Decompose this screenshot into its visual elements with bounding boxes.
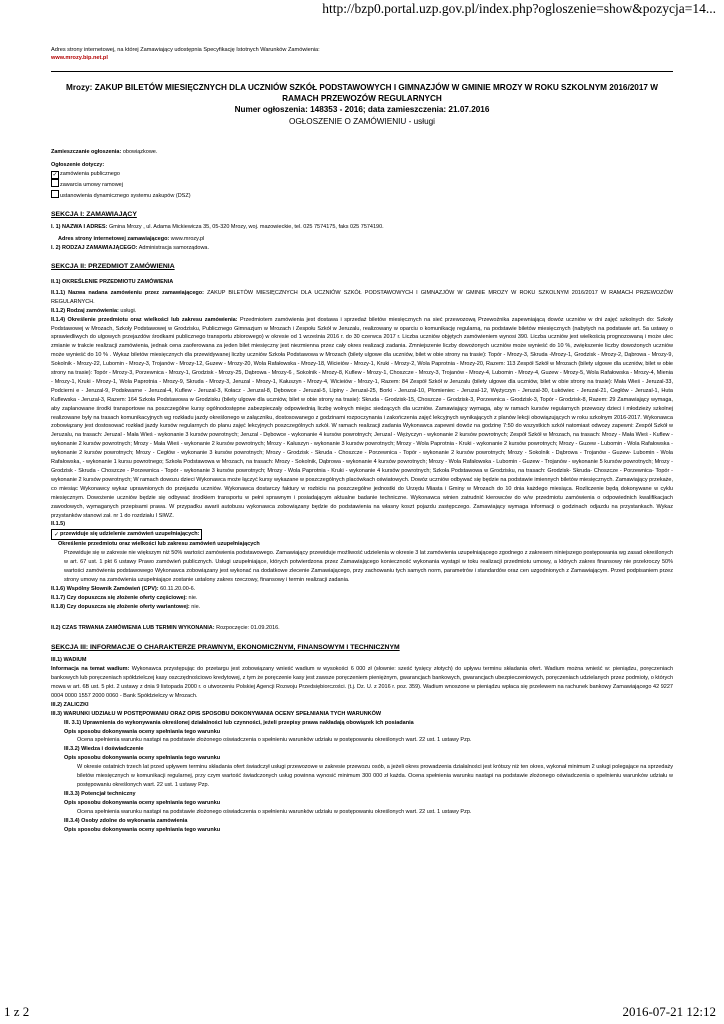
placement-value: obowiązkowe.: [122, 148, 158, 155]
iii32-text: W okresie ostatnich trzech lat przed upływem terminu składania ofert świadczył usługi przewozowe w zakresie przewozu osób, a jeżeli okres prowadzenia działalności jest krótszy niż ten okres, wykonał minimum 2 usługi polegające na sprzedaży biletów miesięcznych w komunikacji regularnej, przy czym wartość świadczonych usług powinna wynosić minimum 300 000 zł każda. Ocena spełnienia warunku nastąpi na podstawie złożonego oświadczenia o spełnieniu warunków udziału w postępowaniu określonych wart. 22 ust. 1 ustawy Pzp.: [77, 764, 673, 788]
iii1-label: III.1) WADIUM: [51, 657, 87, 664]
ii15-option: [51, 529, 673, 540]
ii17-row: [51, 594, 673, 603]
section-3-heading: SEKCJA III: INFORMACJE O CHARAKTERZE PRAWNYM, EKONOMICZNYM, FINANSOWYM I TECHNICZNYM: [51, 644, 400, 652]
ii18-label: II.1.8) Czy dopuszcza się złożenie oferty wariantowej:: [51, 603, 190, 610]
concerns-label: Ogłoszenie dotyczy:: [51, 161, 105, 168]
siwz-link[interactable]: www.mrozy.bip.net.pl: [51, 55, 108, 61]
option-label: zamówienia publicznego: [60, 170, 120, 177]
option-row: [51, 179, 673, 190]
header-divider: [51, 71, 673, 72]
opis-label: Opis sposobu dokonywania oceny spełniania tego warunku: [64, 728, 221, 735]
opis-label: Opis sposobu dokonywania oceny spełniania tego warunku: [64, 799, 221, 806]
checkbox-checked[interactable]: ✓: [54, 532, 60, 539]
ii18-value: nie.: [191, 603, 201, 610]
ii12-label: II.1.2) Rodzaj zamówienia:: [51, 307, 119, 314]
iii33-label: III.3.3) Potencjał techniczny: [64, 790, 136, 797]
checkbox-checked[interactable]: ✓: [52, 171, 58, 178]
option-label: ustanowienia dynamicznego systemu zakupów (DSZ): [60, 192, 191, 199]
iii3-label: III.3) WARUNKI UDZIAŁU W POSTĘPOWANIU ORAZ OPIS SPOSOBU DOKONYWANIA OCENY SPEŁNIANIA TYCH WARUNKÓW: [51, 710, 382, 717]
i2-row: [51, 244, 673, 253]
i1-row: [51, 223, 673, 232]
iii32-label: III.3.2) Wiedza i doświadczenie: [64, 746, 144, 753]
option-label: zawarcia umowy ramowej: [60, 181, 123, 188]
notice-number: Numer ogłoszenia: 148353 - 2016; data zamieszczenia: 21.07.2016: [234, 105, 490, 115]
ii1-heading: II.1) OKREŚLENIE PRZEDMIOTU ZAMÓWIENIA: [51, 278, 174, 285]
opis-label: Opis sposobu dokonywania oceny spełniania tego warunku: [64, 826, 221, 833]
ii15-option-label: przewiduje się udzielenie zamówień uzupełniających:: [60, 531, 200, 538]
ii15-option-box: [51, 529, 202, 540]
ii17-value: nie.: [188, 594, 198, 601]
notice-title: Mrozy: ZAKUP BILETÓW MIESIĘCZNYCH DLA UCZNIÓW SZKÓŁ PODSTAWOWYCH I GIMNAZJÓW W GMINIE MROZY W ROKU SZKOLNYM 2016/2017 W RAMACH PRZEWOZÓW REGULARNYCH: [66, 83, 658, 104]
checkbox-unchecked[interactable]: [51, 179, 59, 187]
web-label: Adres strony internetowej zamawiającego:: [58, 236, 170, 243]
web-value[interactable]: www.mrozy.pl: [170, 236, 205, 243]
ii12-row: [51, 307, 673, 316]
option-row: [51, 170, 673, 179]
placement-row: [51, 148, 673, 157]
ii2-value: Rozpoczęcie: 01.09.2016.: [216, 624, 280, 631]
ii15-sub-label: Określenie przedmiotu oraz wielkości lub zakresu zamówień uzupełniających: [58, 541, 260, 548]
iii1-info-label: Informacja na temat wadium:: [51, 666, 130, 673]
ii12-value: usługi.: [120, 307, 137, 314]
browser-url: http://bzp0.portal.uzp.gov.pl/index.php?ogloszenie=show&pozycja=14...: [322, 1, 716, 16]
ii14-value: Przedmiotem zamówienia jest dostawa i sprzedaż biletów miesięcznych na sieć przewozową Przewoźnika zapewniającą dowóz uczniów w dni zajęć szkolnych do: Szkoły Podstawowej w Mrozach, Szkoły Podstawowej w Grodzisku, Publicznego Gimnazjum w Mrozach i Zespołu Szkół w Jeruzalu, realizowany w oparciu o komunikację regularną, na podstawie biletów miesięcznych (nabytych na podstawie art. 5a ustawy o sprawiedliwych do ulgowych przejazdów środkami publicznego transportu zbiorowego) w okresie od 1 września 2016 r. do 30 czerwca 2017 r. Liczba uczniów objętych zamówieniem wynosi 390. Liczba uczniów jest wielkością prognozowaną i może ulec zmianie w trakcie realizacji zamówienia, jednak cena zaoferowana za jeden bilet miesięczny jest niezmienna przez cały okres realizacji zadania. Zmniejszenie liczby dowożonych uczniów może wynieść do 10 %, zwiększenie liczby dowożonych uczniów może wynieść do 10 % . Wykaz biletów miesięcznych dla przewidywanej liczby uczniów Szkoła Podstawowa w Mrozach (bilety ulgowe dla uczniów, bilet w obie strony na trasie): Topór - Mrozy-3, Skruda -Mrozy-1, Grodzisk - Mrozy-2, Dąbrowa - Mrozy-9, Sokolnik - Mrozy-22, Lubomin - Mrozy-3, Trojanów - Mrozy-12, Guzew - Mrozy-20, Wola Rafałowska - Mrozy-18, Wicieiów - Mrozy-1, Kruki - Mrozy-2, Wola Paprotnia - Mrozy-20, Razem: 113 Zespół Szkół w Mrozach (bilety ulgowe dla uczniów, bilet w obie strony na trasie): Topór - Mrozy-3, Porzewnica - Mrozy-1, Grodzisk - Mrozy-25, Dąbrowa - Mrozy-6 , Sokolnik - Mrozy-8, Kuflew - Mrozy-1, Choszcze - Mrozy-3, Trojanów - Mrozy-4, Lubomin - Mrozy-4, Guzew - Mrozy-5, Wola Rafałowska - Mrozy-4, Mienia - Mrozy-1, Kruki - Mrozy-1, Wola Paprotnia - Mrozy-9, Skruda - Mrozy-3, Jeruzal - Mrozy-1, Kałuszyn - Mrozy-4, Wicieiów - Mrozy-1, Razem: 84 Zespół Szkół w Jeruzalu (bilety ulgowe dla uczniów, bilet w obie strony na trasie): Mała Wieś - Jeruzal-33, Podcierni e - Jeruzal-9, Podskwarne - Jeruzal-4, Kuflew - Jeruzal-3, Kołacz - Jeruzal-8, Dębowce - Jeruzal-5, Lipiny - Jeruzal-25, Borki - Jeruzal-10, Płomieniec - Jeruzal-12, Wężyczyn - Jeruzal-30, Łukówiec - Jeruzal-21, Cegłów - Jeruzal-1, Huta Kuflewska - Jeruzal-3, Razem: 164 Szkoła Podstawowa w Grodzisku (bilety ulgowe dla uczniów, bilet w obie strony na trasie): Skruda - Grodzisk-15, Choszcze - Grodzisk-3, Porzewnica - Grodzisk-3, Topór - Grodzisk-8, Razem: 29 Zamawiający wymaga, aby zaplanowane środki transportowe na poszczególne kursy ogólnodostępne zabezpieczały odpowiednią liczbę wolnych miejsc siedzących dla uczniów. Zamawiający wymaga, aby w ramach kursów regularnych przewozy dzieci i młodzieży szkolnej realizowane były na trasach komunikacyjnych wg rozkładu jazdy określonego w załączniku, dostosowanego z godzinami rozpoczynania i zakończenia zajęć lekcyjnych wynikających z planów lekcji obowiązujących w roku szkolnym 2016-2017. Wykonawca zobowiązany jest dostosować rozkład jazdy kursów regularnych do planu zajęć lekcyjnych poszczególnych szkół. W ramach realizacji zadania Wykonawca zapewni dowóz na godzinę 7:50 do wszystkich szkół natomiast odwozy zapewni: Zespół Szkół w Jeruzalu, na trasach: Jeruzal - Mała Wieś - wykonanie 3 kursów powrotnych; Jeruzal - Dębowce - wykonanie 4 kursów powrotnych; Jeruzal - Wężyczyn - wykonanie 2 kursów powrotnych; Zespół Szkół w Mrozach, na trasach: Mrozy - Mała Wieś - Kuflew - wykonanie 2 kursów powrotnych; Mrozy - Mała Wieś - wykonanie 2 kursów powrotnych; Mrozy - Kałuszyn - wykonanie 3 kursów powrotnych; Mrozy - Wola Paprotnia - Kruki - wykonanie 2 kursów powrotnych; Mrozy - Guzew - Lubomin - Wola Rafałowska - wykonanie 2 kursów powrotnych; Mrozy - Cegłów - wykonanie 3 kursów powrotnych; Mrozy - Grodzisk - Skruda - Choszcze - Porzewnica - Topór - wykonanie 2 kursów powrotnych; Mrozy - Sokolnik - Dąbrowa - Trojanów - Guzew- Lubomin - Wola Rafałowska, - wykonanie 1 kursu powrotnego; Szkoła Podstawowa w Mrozach, na trasach: Mrozy - Sokolnik, Dąbrowa - wykonanie 4 kursów powrotnych; Mrozy - Wola Rafałowska - Lubomin - Guzew - Trojanów - wykonanie 5 kursów powrotnych; Mrozy - Grodzisk - Skruda - Choszcze - Porzewnica - Topór - wykonanie 3 kursów powrotnych; Mrozy - Wola Paprotnia - Kruki - wykonanie 4 kursów powrotnych; Szkoła Podstawowa w Grodzisku, na trasach: Grodzisk- Skruda- Choszcze - Porzewnica- Topór - wykonanie 2 kursów powrotnych; W ramach dowozu dzieci Wykonawca może łączyć kursy wykazane w poszczególnych placówkach oświatowych. Dowóz uczniów odbywać się będzie na podstawie imiennych biletów miesięcznych. Zamawiający przekaże, co miesiąc Wykonawcy wykaz uprawnionych do przejazdu uczniów. Wykonawca dostarczy faktury w rozbiciu na poszczególne jednostki do Urzędu Miasta i Gminy w Mrozach do 10 dnia każdego miesiąca. Rozliczenie będą dokonywane w cyklu miesięcznym. Dowożenie uczniów będzie się odbywać środkiem transportu w pełni sprawnym i posiadającym aktualne badanie techniczne. Wykonawca winien zatrudnić kierowców do w/w przedmiotu zamówienia o odpowiednich kwalifikacjach zawodowych, wymaganych przepisami prawa. W przypadku awarii autobusu wykonawca zobowiązany będzie do podstawienia na własny koszt pojazdu zastępczego. Zamawiający wymaga informacji o godzinach odjazdu na przystankach. Wykaz przystanków stanowi zał. nr 1 do rozdziału I SIWZ.: [51, 316, 673, 519]
web-row: [58, 235, 673, 244]
iii33-text: Ocena spełnienia warunku nastąpi na podstawie złożonego oświadczenia o spełnieniu warunków udziału w postępowaniu określonych wart. 22 ust. 1 ustawy Pzp.: [77, 808, 472, 815]
iii31-text: Ocena spełnienia warunku nastąpi na podstawie złożonego oświadczenia o spełnieniu warunków udziału w postępowaniu określonych wart. 22 ust. 1 ustawy Pzp.: [77, 737, 472, 744]
ii11-label: II.1.1) Nazwa nadana zamówieniu przez zamawiającego:: [51, 289, 204, 296]
opis-label: Opis sposobu dokonywania oceny spełniania tego warunku: [64, 755, 221, 762]
i2-label: I. 2) RODZAJ ZAMAWIAJĄCEGO:: [51, 245, 138, 252]
notice-content: [51, 82, 673, 834]
i1-label: I. 1) NAZWA I ADRES:: [51, 224, 108, 231]
page-indicator: 1 z 2: [4, 1004, 30, 1019]
ii16-row: [51, 585, 673, 594]
ii16-value: 60.11.20.00-6.: [160, 585, 196, 592]
ii11-row: [51, 289, 673, 307]
i2-value: Administracja samorządowa.: [138, 245, 210, 252]
ii16-label: II.1.6) Wspólny Słownik Zamówień (CPV):: [51, 585, 159, 592]
ii11-value: ZAKUP BILETÓW MIESIĘCZNYCH DLA UCZNIÓW SZKÓŁ PODSTAWOWYCH I GIMNAZJÓW W GMINIE MROZY W ROKU SZKOLNYM 2016/2017 W RAMACH PRZEWOZÓW REGULARNYCH.: [51, 289, 673, 305]
iii2-label: III.2) ZALICZKI: [51, 701, 89, 708]
ii18-row: [51, 603, 673, 612]
iii31-label: III. 3.1) Uprawnienia do wykonywania określonej działalności lub czynności, jeżeli przepisy prawa nakładają obowiązek ich posiadania: [64, 719, 414, 726]
iii34-label: III.3.4) Osoby zdolne do wykonania zamówienia: [64, 817, 188, 824]
print-datetime: 2016-07-21 12:12: [622, 1004, 716, 1019]
siwz-note-text: Adres strony internetowej, na której Zamawiający udostępnia Specyfikację Istotnych Warunków Zamówienia:: [51, 47, 320, 53]
checkbox-unchecked[interactable]: [51, 190, 59, 198]
ii2-row: [51, 624, 673, 633]
iii1-info-value: Wykonawca przystępując do przetargu jest zobowiązany wnieść wadium w wysokości 6 000 zł (słownie: sześć tysięcy złotych) do upływu terminu składania ofert. Wadium można wnieść w: pieniądzu, poręczeniach bankowych lub poręczeniach spółdzielczej kasy oszczędnościowo kredytowej, z tym że poręczenie kasy jest zawsze poręczeniem pieniężnym, gwarancjach bankowych, gwarancjach ubezpieczeniowych, poręczeniach udzielanych przez podmioty, o których mowa w art. 6B ust. 5 pkt. 2 ustawy z dnia 9 listopada 2000 r. o utworzeniu Polskiej Agencji Rozwoju Przedsiębiorczości. (t.j. Dz. U. z 2016 r. poz. 359). Wadium wnoszone w pieniądzu wpłaca się przelewem na rachunek bankowy Zamawiającego 42 9227 0004 0000 1557 2000 0060 - Bank Spółdzielczy w Mrozach.: [51, 666, 674, 699]
notice-type: OGŁOSZENIE O ZAMÓWIENIU - usługi: [288, 116, 436, 126]
ii14-row: [51, 316, 673, 521]
ii14-label: II.1.4) Określenie przedmiotu oraz wielkości lub zakresu zamówienia:: [51, 316, 238, 323]
ii2-label: II.2) CZAS TRWANIA ZAMÓWIENIA LUB TERMIN WYKONANIA:: [51, 624, 215, 631]
section-1-heading: SEKCJA I: ZAMAWIAJĄCY: [51, 211, 137, 219]
ii15-label: II.1.5): [51, 521, 66, 528]
ii17-label: II.1.7) Czy dopuszcza się złożenie oferty częściowej:: [51, 594, 188, 601]
siwz-note: [51, 46, 320, 62]
placement-label: Zamieszczanie ogłoszenia:: [51, 148, 122, 155]
i1-value: Gmina Mrozy , ul. Adama Mickiewicza 35, 05-320 Mrozy, woj. mazowieckie, tel. 025 7574175, faks 025 7574190.: [108, 224, 384, 231]
iii1-info: [51, 665, 673, 701]
section-2-heading: SEKCJA II: PRZEDMIOT ZAMÓWIENIA: [51, 263, 175, 271]
ii15-text: Przewiduje się w zakresie nie większym niż 50% wartości zamówienia podstawowego. Zamawiający przewiduje możliwość udzielenia w okresie 3 lat zamówienia uzupełniającego zgodnego z zakresem niniejszego postępowania wg zasad określonych w art. 67 ust. 1 pkt 6 ustawy Prawo zamówień publicznych. Usługi uzupełniające, których potwierdzona przez Zamawiającego konieczność wykonania wystąpi w toku realizacji przedmiotu umowy, a których zakres finansowy nie przekroczy 50% wartości zamówienia podstawowego Wykonawca zobowiązany jest wykonać na dodatkowe zlecenie Zamawiającego, przy zachowaniu tych samych norm, parametrów i standardów oraz cen uzgodnionych z Zamawiającym. Przed podpisaniem przez strony umowy na zamówienia uzupełniające zostanie ustalony zakres rzeczowy, finansowy i termin realizacji zadania.: [64, 550, 673, 583]
option-row: [51, 190, 673, 201]
